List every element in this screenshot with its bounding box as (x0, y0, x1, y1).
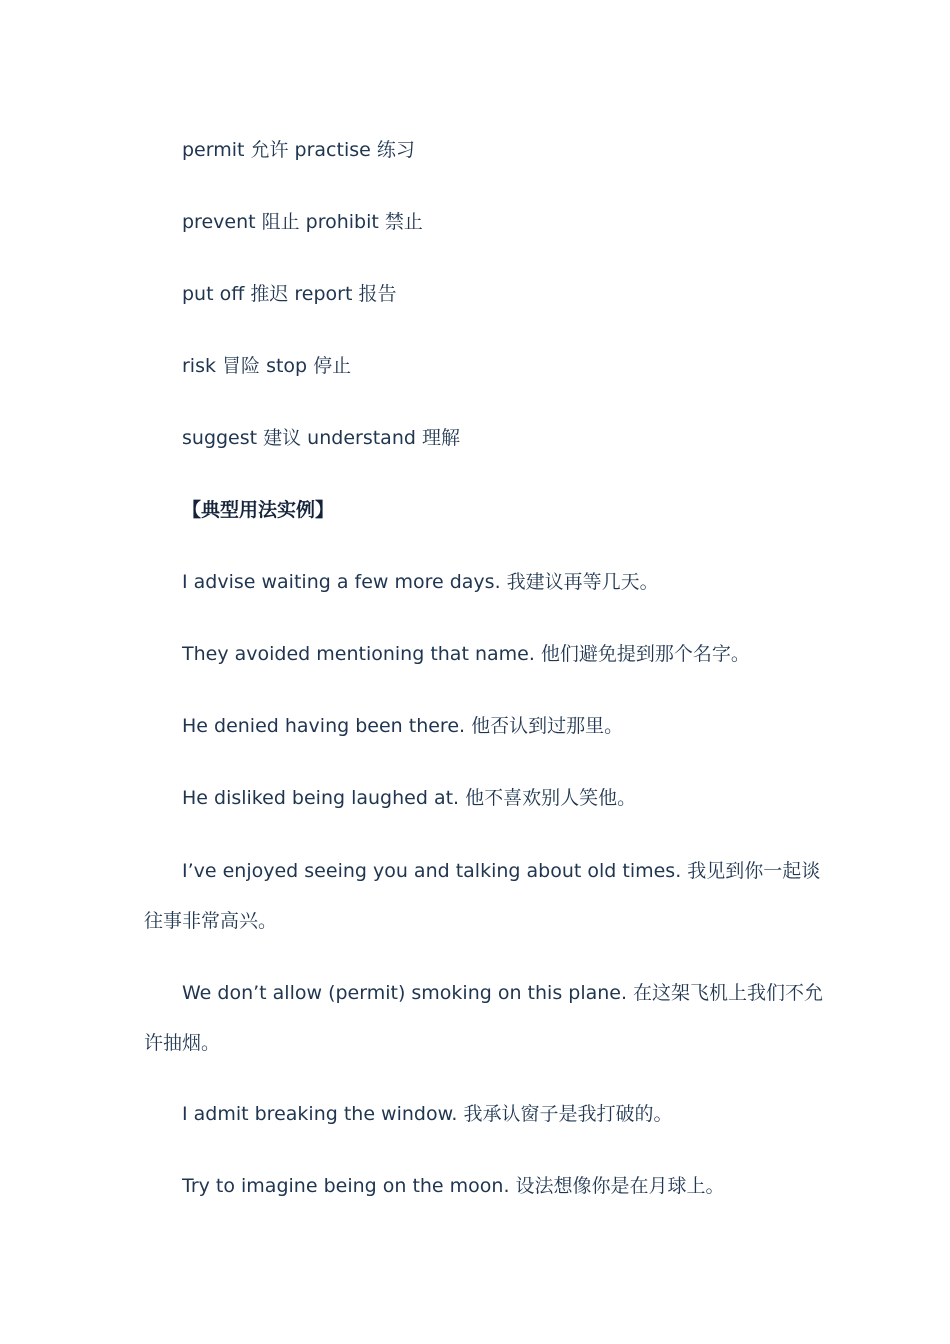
example-sentence: Try to imagine being on the moon. 设法想像你是在月球上。 (182, 1175, 725, 1197)
vocab-line: put off 推迟 report 报告 (182, 283, 397, 305)
example-sentence: We don’t allow (permit) smoking on this plane. 在这架飞机上我们不允许抽烟。 (144, 982, 824, 1054)
example-sentence: I admit breaking the window. 我承认窗子是我打破的。 (182, 1103, 673, 1125)
section-heading: 【典型用法实例】 (182, 499, 335, 521)
vocab-line: risk 冒险 stop 停止 (182, 355, 352, 377)
vocab-line: prevent 阻止 prohibit 禁止 (182, 211, 423, 233)
vocab-line: permit 允许 practise 练习 (182, 139, 415, 161)
example-sentence: I’ve enjoyed seeing you and talking about old times. 我见到你一起谈往事非常高兴。 (144, 860, 821, 932)
example-sentence: I advise waiting a few more days. 我建议再等几天。 (182, 571, 659, 593)
example-sentence: He denied having been there. 他否认到过那里。 (182, 715, 624, 737)
vocab-line: suggest 建议 understand 理解 (182, 427, 460, 449)
example-sentence: He disliked being laughed at. 他不喜欢别人笑他。 (182, 787, 637, 809)
example-sentence: They avoided mentioning that name. 他们避免提到那个名字。 (182, 643, 750, 665)
